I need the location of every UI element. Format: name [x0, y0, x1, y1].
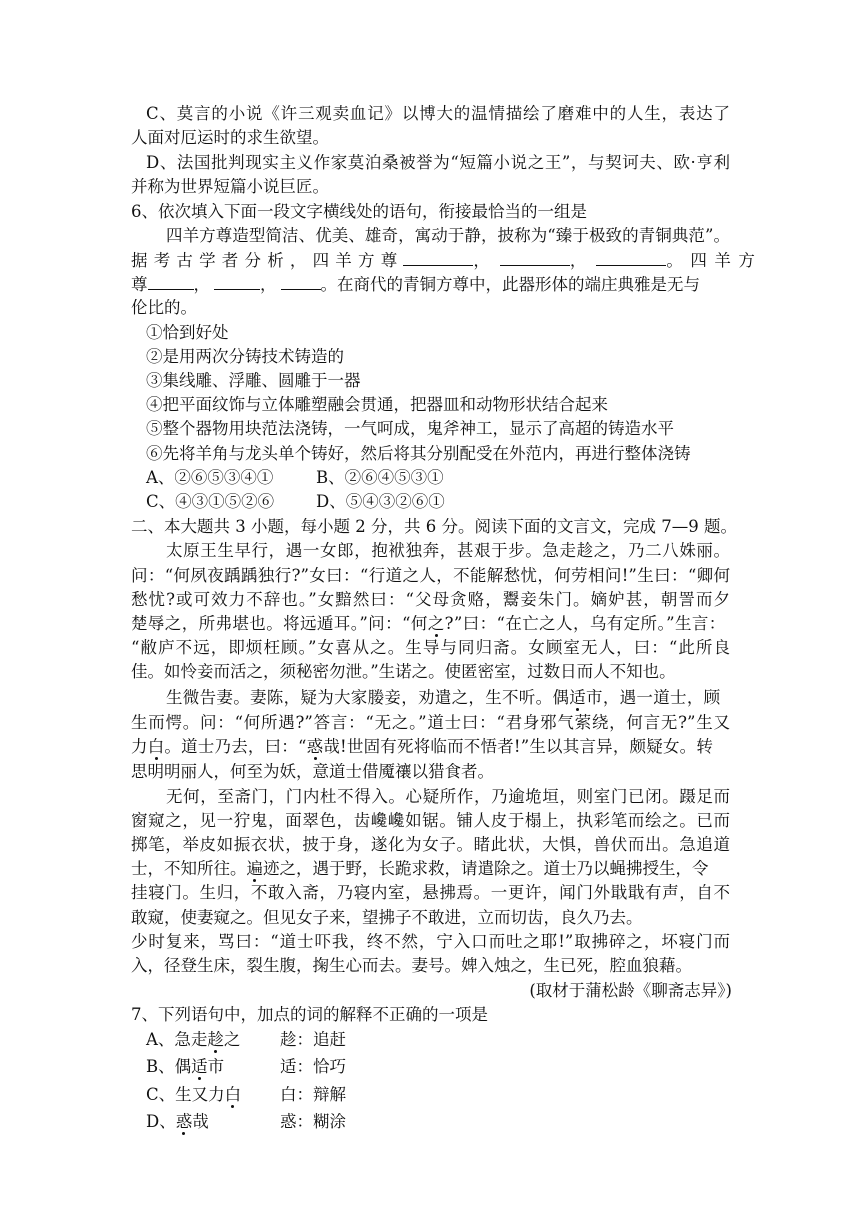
passage-source: (取材于蒲松龄《聊斋志异》) [529, 981, 732, 1000]
q7-option-text: B、偶适市 [146, 1057, 225, 1076]
option-c-line2: 人面对厄运时的求生欲望。 [131, 128, 329, 147]
q6-item-1: ①恰到好处 [146, 323, 229, 342]
passage-text: 士，不知所往。 [131, 859, 247, 878]
dotted-char: 白 [224, 1085, 242, 1104]
q6-text: 。在商代的青铜方尊中，此器形体的端庄典雅是无与 [320, 275, 700, 294]
q6-blank-2 [500, 249, 570, 266]
q7-option-gloss: 趁：追赶 [280, 1030, 346, 1049]
passage-p2-line2: 生而愕。问：“何所遇?”答言：“无之。”道士曰：“君身邪气萦绕，何言无?”生又 [131, 713, 730, 732]
q6-text: 据考古学者分析，四羊方尊 [131, 251, 404, 270]
passage-p1-line5: “敝庐不远，即烦枉顾。”女喜从之。生导与同归斋。女顾室无人，曰：“此所良 [131, 638, 730, 657]
q7-option-text: C、生又力白 [146, 1085, 242, 1104]
q6-item-2: ②是用两次分铸技术铸造的 [146, 347, 344, 366]
q7-option-c[interactable] [146, 1084, 346, 1106]
q6-comma: ， [193, 275, 210, 294]
q7-option-text: A、急走趁之 [146, 1030, 241, 1049]
passage-p3-line4 [131, 858, 709, 880]
passage-p2-line3 [131, 736, 713, 758]
q6-text: 尊 [131, 275, 148, 294]
q6-item-6: ⑥先将羊角与龙头单个铸好，然后将其分别配受在外范内，再进行整体浇铸 [146, 444, 691, 463]
passage-p3-line1: 无何，至斋门，门内杜不得入。心疑所作，乃逾垝垣，则室门已闭。蹑足而 [166, 787, 730, 806]
q7-option-text: D、惑哉 [146, 1112, 209, 1131]
option-d-line1: D、法国批判现实主义作家莫泊桑被誉为“短篇小说之王”，与契诃夫、欧·亨利 [146, 153, 730, 172]
q6-item-3: ③集线雕、浮雕、圆雕于一器 [146, 371, 361, 390]
passage-text: 生微告妻。妻陈，疑为大家媵妾，劝遣之，生不听。偶 [166, 688, 570, 707]
passage-p2-line4: 思明明丽人，何至为妖，意道士借魇禳以猎食者。 [131, 762, 494, 781]
section2-header: 二、本大题共 3 小题，每小题 2 分，共 6 分。阅读下面的文言文，完成 7—9 题。 [131, 517, 737, 536]
passage-text: 楚辱之，所弗堪也。将远遁耳。”问：“何 [131, 614, 428, 633]
q6-blank-6 [281, 273, 321, 290]
q6-comma: ， [473, 251, 490, 270]
q6-comma: ， [569, 251, 587, 270]
passage-text: 力 [131, 737, 148, 756]
passage-text: 市，遇一道士，顾 [586, 688, 721, 707]
passage-p1-line3: 愁忧?或可效力不辞也。”女黯然曰：“父母贪赂，鬻妾朱门。嫡妒甚，朝詈而夕 [131, 590, 730, 609]
passage-text: 迹之，遇于野，长跪求救，请遣除之。道士乃以蝇拂授生，令 [263, 859, 709, 878]
q6-choice-d[interactable]: D、⑤④③②⑥① [316, 492, 445, 511]
passage-p3-line6: 敢窥，使妻窥之。但见女子来，望拂子不敢进，立而切齿，良久乃去。 [131, 908, 643, 927]
q7-option-gloss: 适：恰巧 [280, 1057, 346, 1076]
q6-item-5: ⑤整个器物用块范法浇铸，一气呵成，鬼斧神工，显示了高超的铸造水平 [146, 419, 674, 438]
passage-text: 哉!世固有死将临而不悟者!”生以其言异，颇疑女。转 [323, 737, 714, 756]
dotted-char: 之 [427, 614, 445, 633]
passage-p2-line1 [166, 687, 720, 709]
q6-blank-4 [148, 273, 194, 290]
dotted-char: 遍 [246, 859, 263, 878]
passage-p1-line2: 问：“何夙夜踽踽独行?”女曰：“行道之人，不能解愁忧，何劳相问!”生曰：“卿何 [131, 566, 730, 585]
q6-item-4: ④把平面纹饰与立体雕塑融会贯通，把器皿和动物形状结合起来 [146, 395, 608, 414]
q6-paragraph-line2 [131, 249, 763, 272]
q6-choice-row-1 [146, 467, 444, 489]
dotted-char: 适 [191, 1057, 208, 1076]
q6-blank-5 [214, 273, 260, 290]
q7-stem: 7、下列语句中，加点的词的解释不正确的一项是 [131, 1005, 488, 1024]
passage-p3-line5: 挂寝门。生归，不敢入斋，乃寝内室，悬拂焉。一更许，闻门外戢戢有声，自不 [131, 883, 730, 902]
q6-choice-c[interactable]: C、④③①⑤②⑥ [146, 492, 275, 511]
passage-p4-line1: 少时复来，骂曰：“道士吓我，终不然，宁入口而吐之耶!”取拂碎之，坏寝门而 [131, 932, 730, 951]
q6-paragraph-line3 [131, 273, 700, 296]
q6-blank-1 [403, 249, 473, 266]
option-d-line2: 并称为世界短篇小说巨匠。 [131, 177, 329, 196]
q6-paragraph-line1: 四羊方尊造型简洁、优美、雄奇，寓动于静，披称为“臻于极致的青铜典范”。 [166, 226, 730, 245]
q6-paragraph-line4: 伦比的。 [131, 298, 197, 317]
passage-p1-line6: 佳。如怜妾而活之，须秘密勿泄。”生诺之。使匿密室，过数日而人不知也。 [131, 662, 676, 681]
passage-p3-line2: 窗窥之，见一狞鬼，面翠色，齿巉巉如锯。铺人皮于榻上，执彩笔而绘之。已而 [131, 811, 730, 830]
passage-text: ?”曰：“在亡之人，乌有定所。”生言： [444, 614, 726, 633]
passage-text: 。道士乃去，曰：“ [164, 737, 307, 756]
dotted-char: 白 [147, 737, 165, 756]
q7-option-a[interactable] [146, 1029, 346, 1051]
q6-choice-b[interactable]: B、②⑥④⑤③① [316, 468, 444, 487]
q6-comma: ， [260, 275, 277, 294]
passage-p1-line4 [131, 613, 730, 635]
dotted-char: 适 [569, 688, 587, 707]
q6-blank-3 [596, 249, 666, 266]
q7-option-gloss: 白：辩解 [280, 1085, 346, 1104]
q7-option-b[interactable] [146, 1056, 346, 1078]
q7-option-gloss: 惑：糊涂 [280, 1112, 346, 1131]
q6-choice-row-2 [146, 491, 445, 513]
dotted-char: 趁 [207, 1030, 224, 1049]
dotted-char: 惑 [175, 1112, 193, 1131]
passage-p3-line3: 掷笔，举皮如振衣状，披于身，遂化为女子。睹此状，大惧，兽伏而出。急追道 [131, 835, 730, 854]
passage-p4-line2: 入，径登生床，裂生腹，掬生心而去。妻号。婢入烛之，生已死，腔血狼藉。 [131, 956, 692, 975]
q6-stem: 6、依次填入下面一段文字横线处的语句，衔接最恰当的一组是 [131, 202, 587, 221]
dotted-char: 惑 [306, 737, 324, 756]
q7-option-d[interactable] [146, 1111, 346, 1133]
q6-text: 。四羊方 [666, 251, 763, 270]
q6-choice-a[interactable]: A、②⑥⑤③④① [146, 468, 274, 487]
passage-p1-line1: 太原王生早行，遇一女郎，抱袱独奔，甚艰于步。急走趁之，乃二八姝丽。 [166, 541, 730, 560]
option-c-line1: C、莫言的小说《许三观卖血记》以博大的温情描绘了磨难中的人生，表达了 [146, 104, 730, 123]
